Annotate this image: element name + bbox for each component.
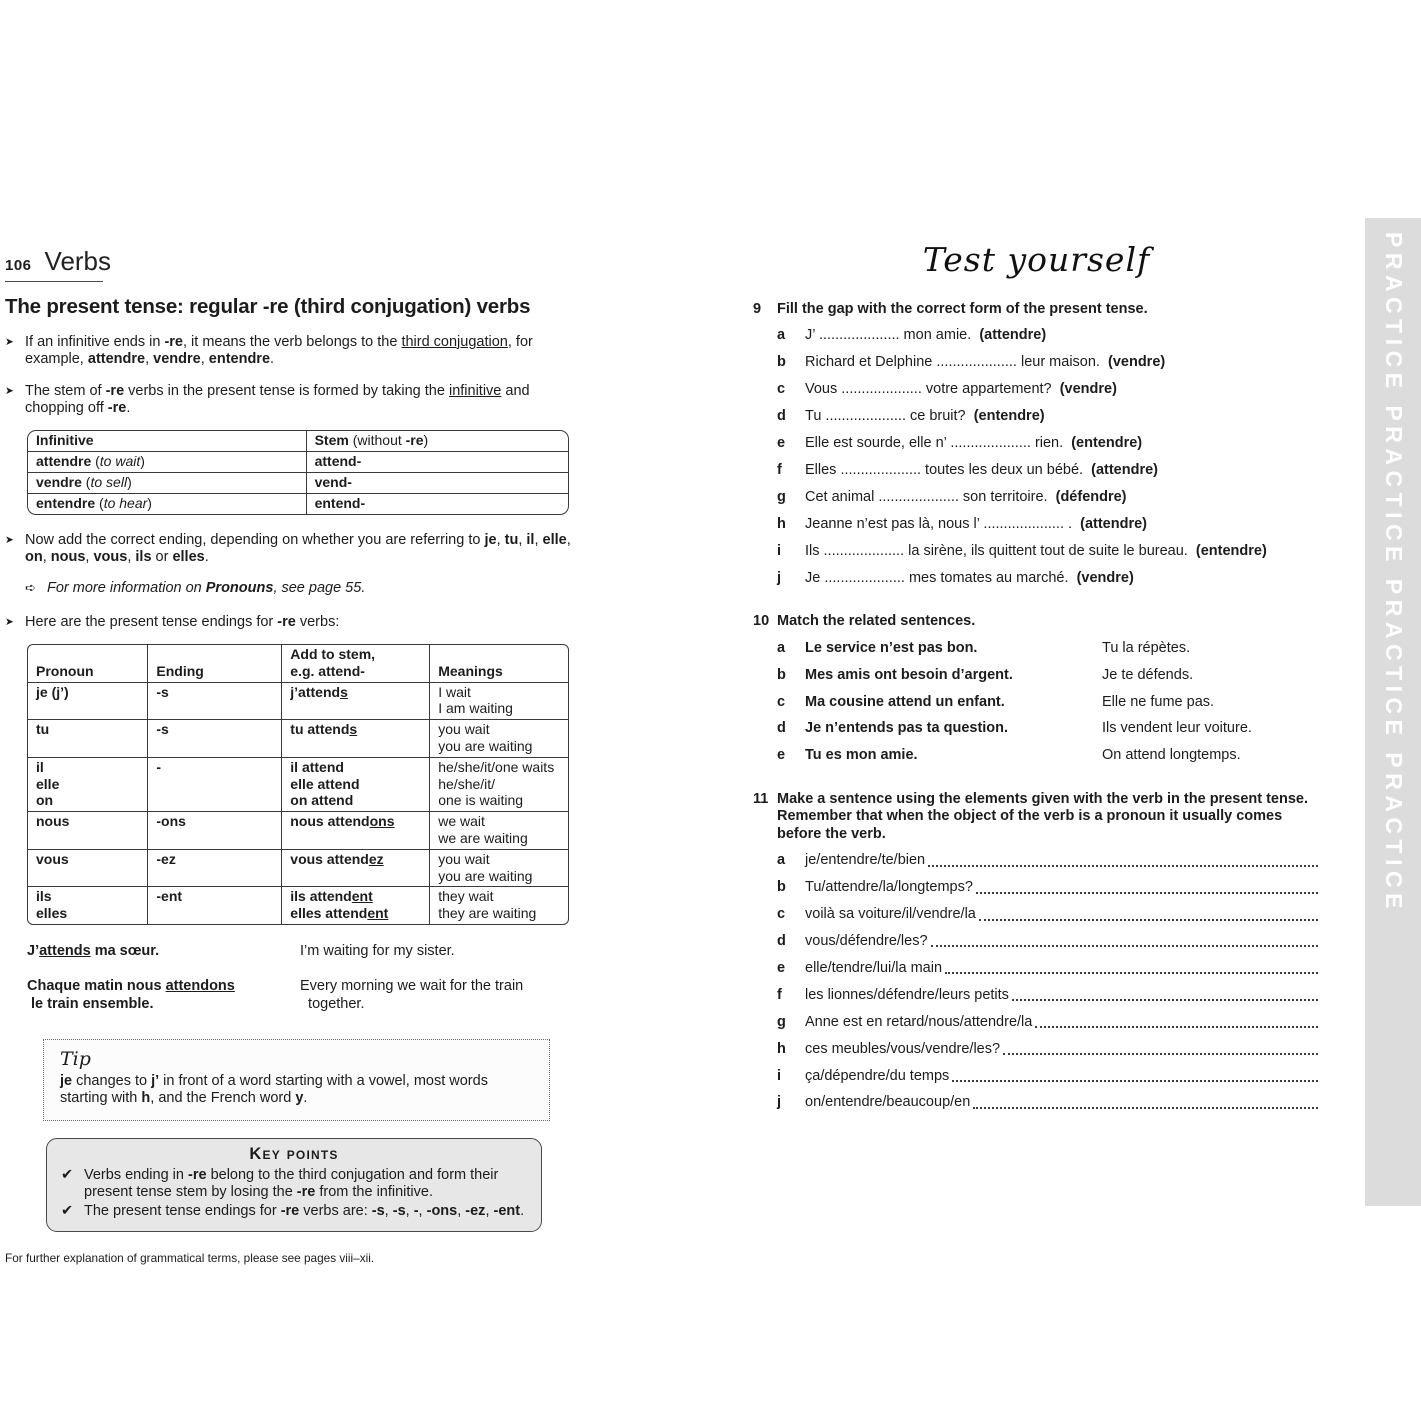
ending-cell: -ons bbox=[148, 812, 282, 850]
fill-gap-item bbox=[777, 516, 1320, 533]
exercise-number: 11 bbox=[753, 790, 769, 807]
sentence-building-item bbox=[777, 1041, 1320, 1058]
sentence-building-item bbox=[777, 933, 1320, 950]
item-letter: i bbox=[777, 1067, 782, 1084]
sentence-building-item bbox=[777, 1014, 1320, 1031]
pronoun-cell: nous bbox=[28, 812, 148, 850]
exercise-prompt: Make a sentence using the elements given with the verb in the present tense. Remember that when the object of the verb is a pronoun it usually comes before the verb. bbox=[777, 790, 1309, 842]
bullet-text: Now add the correct ending, depending on whether you are referring to je, tu, il, elle, on, nous, vous, ils or elles. bbox=[25, 531, 571, 565]
ending-cell: - bbox=[148, 757, 282, 811]
stem-table-body bbox=[28, 431, 568, 513]
column-header: Infinitive bbox=[28, 431, 306, 451]
table-row bbox=[28, 472, 568, 493]
sentence-building-item bbox=[777, 1068, 1320, 1085]
ending-cell: -s bbox=[148, 720, 282, 758]
example-cell: tu attends bbox=[282, 720, 430, 758]
practice-sidebar-text: PRACTICE PRACTICE PRACTICE PRACTICE bbox=[1380, 232, 1407, 914]
column-header: Pronoun bbox=[28, 645, 148, 682]
fill-gap-item bbox=[777, 354, 1320, 371]
crossref-text: For more information on Pronouns, see page 55. bbox=[47, 580, 366, 597]
table-row bbox=[28, 720, 568, 758]
table-row bbox=[28, 682, 568, 720]
match-right-sentence: Je te défends. bbox=[1102, 666, 1194, 683]
table-header-row bbox=[28, 431, 568, 451]
item-letter: a bbox=[777, 327, 786, 344]
dotted-answer-line bbox=[1009, 987, 1320, 1004]
bullet-arrow-icon: ➤ bbox=[5, 335, 14, 348]
bullet-arrow-icon: ➤ bbox=[5, 384, 14, 397]
fill-gap-item bbox=[777, 489, 1320, 506]
item-text: Tu .................... ce bruit? (entendre) bbox=[805, 408, 1045, 425]
column-header: Stem (without -re) bbox=[306, 431, 568, 451]
table-row bbox=[28, 812, 568, 850]
item-text: voilà sa voiture/il/vendre/la bbox=[805, 906, 976, 923]
key-points-list bbox=[61, 1167, 527, 1221]
fill-gap-item bbox=[777, 381, 1320, 398]
exercise-items bbox=[777, 640, 1320, 765]
item-letter: e bbox=[777, 959, 786, 976]
item-letter: j bbox=[777, 1094, 782, 1111]
endings-table bbox=[27, 644, 569, 925]
item-letter: h bbox=[777, 515, 786, 532]
lesson-column bbox=[5, 246, 571, 1265]
exercise-number: 10 bbox=[753, 612, 770, 629]
item-letter: i bbox=[777, 542, 782, 559]
pronoun-cell: vous bbox=[28, 849, 148, 887]
pronoun-cell: il elle on bbox=[28, 757, 148, 811]
tip-title: Tip bbox=[60, 1048, 91, 1071]
dotted-answer-line bbox=[928, 933, 1320, 950]
infinitive-cell: vendre (to sell) bbox=[28, 472, 306, 493]
item-text: Elles .................... toutes les deux un bébé. (attendre) bbox=[805, 461, 1158, 478]
item-text: ces meubles/vous/vendre/les? bbox=[805, 1040, 1001, 1057]
match-item bbox=[777, 694, 1320, 711]
match-right-sentence: Elle ne fume pas. bbox=[1102, 693, 1215, 710]
exercise-11 bbox=[753, 791, 1320, 1112]
example-sentences bbox=[5, 943, 571, 1013]
bullet-text: If an infinitive ends in -re, it means the verb belongs to the third conjugation, for example, attendre, vendre, entendre. bbox=[25, 333, 533, 368]
table-row bbox=[28, 493, 568, 513]
tip-box bbox=[43, 1039, 550, 1121]
fill-gap-item bbox=[777, 462, 1320, 479]
table-row bbox=[28, 849, 568, 887]
pronoun-cell: tu bbox=[28, 720, 148, 758]
test-yourself-column bbox=[753, 240, 1320, 1112]
dotted-answer-line bbox=[973, 879, 1320, 896]
exercise-9 bbox=[753, 301, 1320, 587]
item-letter: d bbox=[777, 933, 786, 950]
match-item bbox=[777, 747, 1320, 764]
stem-cell: attend- bbox=[306, 452, 568, 473]
sentence-building-item bbox=[777, 987, 1320, 1004]
item-letter: b bbox=[777, 354, 786, 371]
key-points-box bbox=[46, 1138, 542, 1232]
table-row bbox=[28, 757, 568, 811]
running-header bbox=[5, 246, 112, 282]
item-text: Anne est en retard/nous/attendre/la bbox=[805, 1013, 1033, 1030]
exercise-number: 9 bbox=[753, 300, 762, 317]
crossref-arrow-icon: ➪ bbox=[25, 580, 36, 596]
sentence-building-item bbox=[777, 1094, 1320, 1111]
dotted-answer-line bbox=[1000, 1041, 1320, 1058]
column-header: Ending bbox=[148, 645, 282, 682]
match-item bbox=[777, 667, 1320, 684]
meaning-cell: you wait you are waiting bbox=[430, 849, 568, 887]
french-example: J’attends ma sœur. bbox=[27, 943, 160, 960]
table-row bbox=[28, 452, 568, 473]
item-letter: c bbox=[777, 381, 786, 398]
example-row bbox=[27, 978, 571, 1013]
exercise-prompt: Match the related sentences. bbox=[777, 612, 976, 629]
item-text: les lionnes/défendre/leurs petits bbox=[805, 986, 1009, 1003]
item-letter: e bbox=[777, 747, 786, 764]
stem-cell: vend- bbox=[306, 472, 568, 493]
bullet-text: The stem of -re verbs in the present tense is formed by taking the infinitive and chopping off -re. bbox=[25, 382, 530, 416]
infinitive-cell: attendre (to wait) bbox=[28, 452, 306, 473]
dotted-answer-line bbox=[1032, 1014, 1320, 1031]
item-letter: f bbox=[777, 986, 782, 1003]
dotted-answer-line bbox=[949, 1068, 1320, 1085]
english-translation: Every morning we wait for the train together. bbox=[300, 978, 524, 1012]
bullet-arrow-icon: ➤ bbox=[5, 615, 14, 628]
item-letter: a bbox=[777, 639, 786, 656]
pronoun-cell: ils elles bbox=[28, 887, 148, 924]
item-letter: g bbox=[777, 488, 786, 505]
item-text: Je .................... mes tomates au marché. (vendre) bbox=[805, 569, 1134, 586]
exercise-10 bbox=[753, 613, 1320, 765]
match-right-sentence: Ils vendent leur voiture. bbox=[1102, 720, 1252, 737]
fill-gap-item bbox=[777, 408, 1320, 425]
match-item bbox=[777, 640, 1320, 657]
item-text: J’ .................... mon amie. (attendre) bbox=[805, 327, 1047, 344]
ending-cell: -s bbox=[148, 682, 282, 720]
item-text: ça/dépendre/du temps bbox=[805, 1067, 950, 1084]
tip-body: je changes to j’ in front of a word starting with a vowel, most words starting with h, and the French word y. bbox=[60, 1073, 488, 1107]
french-example: Chaque matin nous attendons le train ensemble. bbox=[27, 978, 235, 1012]
ending-cell: -ent bbox=[148, 887, 282, 924]
english-translation: I’m waiting for my sister. bbox=[300, 943, 455, 960]
lesson-bullet bbox=[5, 614, 571, 631]
pronoun-cell: je (j’) bbox=[28, 682, 148, 720]
key-point bbox=[61, 1203, 527, 1220]
item-text: Cet animal .................... son territoire. (défendre) bbox=[805, 488, 1127, 505]
item-letter: h bbox=[777, 1040, 786, 1057]
fill-gap-item bbox=[777, 435, 1320, 452]
fill-gap-item bbox=[777, 570, 1320, 587]
stem-table bbox=[27, 430, 569, 514]
item-letter: c bbox=[777, 693, 786, 710]
lesson-bullet bbox=[5, 383, 571, 418]
footnote: For further explanation of grammatical terms, please see pages viii–xii. bbox=[5, 1250, 375, 1265]
key-points-title: Key points bbox=[249, 1144, 339, 1163]
meaning-cell: they wait they are waiting bbox=[430, 887, 568, 924]
item-text: Tu/attendre/la/longtemps? bbox=[805, 879, 973, 896]
stem-cell: entend- bbox=[306, 493, 568, 513]
sentence-building-item bbox=[777, 906, 1320, 923]
exercise-prompt: Fill the gap with the correct form of the present tense. bbox=[777, 300, 1148, 317]
exercise-items bbox=[777, 852, 1320, 1111]
example-cell: j’attends bbox=[282, 682, 430, 720]
match-left-sentence: Tu es mon amie. bbox=[805, 747, 918, 764]
lesson-title: The present tense: regular -re (third conjugation) verbs bbox=[5, 295, 531, 319]
item-letter: b bbox=[777, 879, 786, 896]
exercise-header bbox=[753, 613, 1320, 630]
match-left-sentence: Le service n’est pas bon. bbox=[805, 639, 978, 656]
ending-cell: -ez bbox=[148, 849, 282, 887]
example-cell: nous attendons bbox=[282, 812, 430, 850]
match-left-sentence: Ma cousine attend un enfant. bbox=[805, 693, 1005, 710]
item-letter: b bbox=[777, 666, 786, 683]
column-header: Meanings bbox=[430, 645, 568, 682]
item-text: Elle est sourde, elle n’ .................... rien. (entendre) bbox=[805, 435, 1143, 452]
lesson-bullet bbox=[5, 334, 571, 369]
bullet-text: Here are the present tense endings for -re verbs: bbox=[25, 613, 340, 630]
item-letter: j bbox=[777, 569, 782, 586]
item-letter: a bbox=[777, 852, 786, 869]
lesson-bullet bbox=[5, 532, 571, 567]
sentence-building-item bbox=[777, 852, 1320, 869]
example-cell: il attend elle attend on attend bbox=[282, 757, 430, 811]
sentence-building-item bbox=[777, 879, 1320, 896]
item-letter: d bbox=[777, 720, 786, 737]
item-text: je/entendre/te/bien bbox=[805, 852, 926, 869]
item-text: Vous .................... votre appartement? (vendre) bbox=[805, 381, 1117, 398]
example-row bbox=[27, 943, 571, 960]
infinitive-cell: entendre (to hear) bbox=[28, 493, 306, 513]
example-cell: ils attendent elles attendent bbox=[282, 887, 430, 924]
checkmark-icon: ✔ bbox=[61, 1203, 74, 1220]
item-text: elle/tendre/lui/la main bbox=[805, 959, 943, 976]
match-item bbox=[777, 720, 1320, 737]
item-text: Richard et Delphine .................... leur maison. (vendre) bbox=[805, 354, 1166, 371]
section-title: Verbs bbox=[44, 246, 112, 276]
item-letter: g bbox=[777, 1013, 786, 1030]
match-right-sentence: Tu la répètes. bbox=[1102, 639, 1191, 656]
item-letter: c bbox=[777, 906, 786, 923]
exercise-header bbox=[753, 301, 1320, 318]
meaning-cell: we wait we are waiting bbox=[430, 812, 568, 850]
dotted-answer-line bbox=[970, 1094, 1320, 1111]
item-text: Ils .................... la sirène, ils quittent tout de suite le bureau. (entendre) bbox=[805, 542, 1267, 559]
match-left-sentence: Je n’entends pas ta question. bbox=[805, 720, 1009, 737]
dotted-answer-line bbox=[942, 960, 1320, 977]
column-header: Add to stem, e.g. attend- bbox=[282, 645, 430, 682]
meaning-cell: he/she/it/one waits he/she/it/ one is waiting bbox=[430, 757, 568, 811]
match-left-sentence: Mes amis ont besoin d’argent. bbox=[805, 666, 1013, 683]
bullet-arrow-icon: ➤ bbox=[5, 533, 14, 546]
meaning-cell: I wait I am waiting bbox=[430, 682, 568, 720]
item-letter: d bbox=[777, 408, 786, 425]
page-number: 106 bbox=[5, 257, 32, 274]
match-right-sentence: On attend longtemps. bbox=[1102, 747, 1241, 764]
example-cell: vous attendez bbox=[282, 849, 430, 887]
meaning-cell: you wait you are waiting bbox=[430, 720, 568, 758]
key-point bbox=[61, 1167, 527, 1202]
fill-gap-item bbox=[777, 327, 1320, 344]
checkmark-icon: ✔ bbox=[61, 1166, 74, 1183]
key-point-text: Verbs ending in -re belong to the third conjugation and form their present tense stem by losing the -re from the infinitive. bbox=[84, 1166, 499, 1200]
cross-reference bbox=[25, 580, 571, 597]
table-row bbox=[28, 887, 568, 924]
table-header-row bbox=[28, 645, 568, 682]
exercise-items bbox=[777, 327, 1320, 586]
dotted-answer-line bbox=[976, 906, 1320, 923]
item-text: vous/défendre/les? bbox=[805, 933, 928, 950]
item-letter: e bbox=[777, 435, 786, 452]
fill-gap-item bbox=[777, 543, 1320, 560]
item-text: Jeanne n’est pas là, nous l’ .................... . (attendre) bbox=[805, 515, 1147, 532]
endings-table-body bbox=[28, 645, 568, 924]
item-text: on/entendre/beaucoup/en bbox=[805, 1094, 971, 1111]
exercise-header bbox=[753, 791, 1320, 843]
sentence-building-item bbox=[777, 960, 1320, 977]
item-letter: f bbox=[777, 461, 782, 478]
key-point-text: The present tense endings for -re verbs are: -s, -s, -, -ons, -ez, -ent. bbox=[84, 1203, 525, 1220]
practice-sidebar bbox=[1365, 218, 1421, 1206]
dotted-answer-line bbox=[925, 852, 1320, 869]
test-yourself-heading: Test yourself bbox=[922, 240, 1151, 279]
